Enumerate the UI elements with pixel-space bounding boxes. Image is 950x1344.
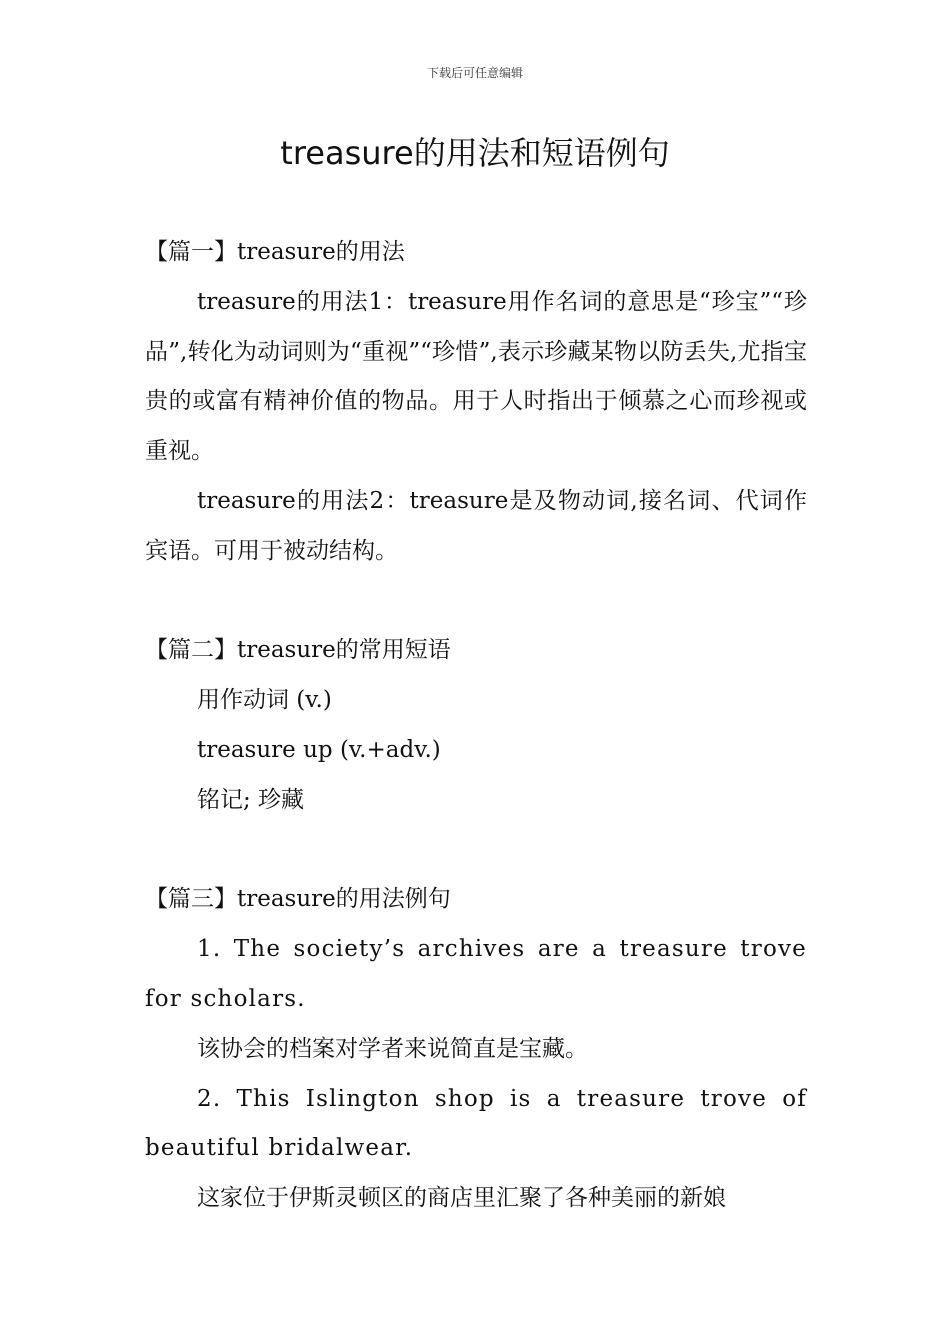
document-title: treasure的用法和短语例句 [280, 134, 670, 172]
section-heading-3: 【篇三】treasure的用法例句 [145, 886, 451, 913]
section-heading-1: 【篇一】treasure的用法 [145, 239, 405, 265]
spacer [145, 577, 807, 627]
phrase-line-1: 用作动词 (v.) [197, 687, 332, 714]
paragraph-usage-2: treasure的用法2：treasure是及物动词,接名词、代词作宾语。可用于被动结构。 [145, 487, 807, 564]
paragraph-usage-1: treasure的用法1：treasure用作名词的意思是“珍宝”“珍品”,转化为动词则为“重视”“珍惜”,表示珍藏某物以防丢失,尤指宝贵的或富有精神价值的物品。用于人时指出于倾慕之心而珍视或重视。 [145, 288, 807, 465]
document-body [145, 228, 807, 1224]
phrase-line-3: 铭记; 珍藏 [197, 786, 305, 813]
section-heading-2: 【篇二】treasure的常用短语 [145, 637, 451, 664]
example-en-1: 1. The society’s archives are a treasure trove for scholars. [145, 936, 807, 1012]
example-zh-2: 这家位于伊斯灵顿区的商店里汇聚了各种美丽的新娘 [197, 1185, 726, 1212]
spacer [145, 826, 807, 876]
phrase-line-2: treasure up (v.+adv.) [197, 736, 441, 763]
example-zh-1: 该协会的档案对学者来说简直是宝藏。 [197, 1035, 588, 1062]
example-en-2: 2. This Islington shop is a treasure trove of beautiful bridalwear. [145, 1085, 807, 1162]
page-header-note: 下载后可任意编辑 [426, 66, 523, 80]
